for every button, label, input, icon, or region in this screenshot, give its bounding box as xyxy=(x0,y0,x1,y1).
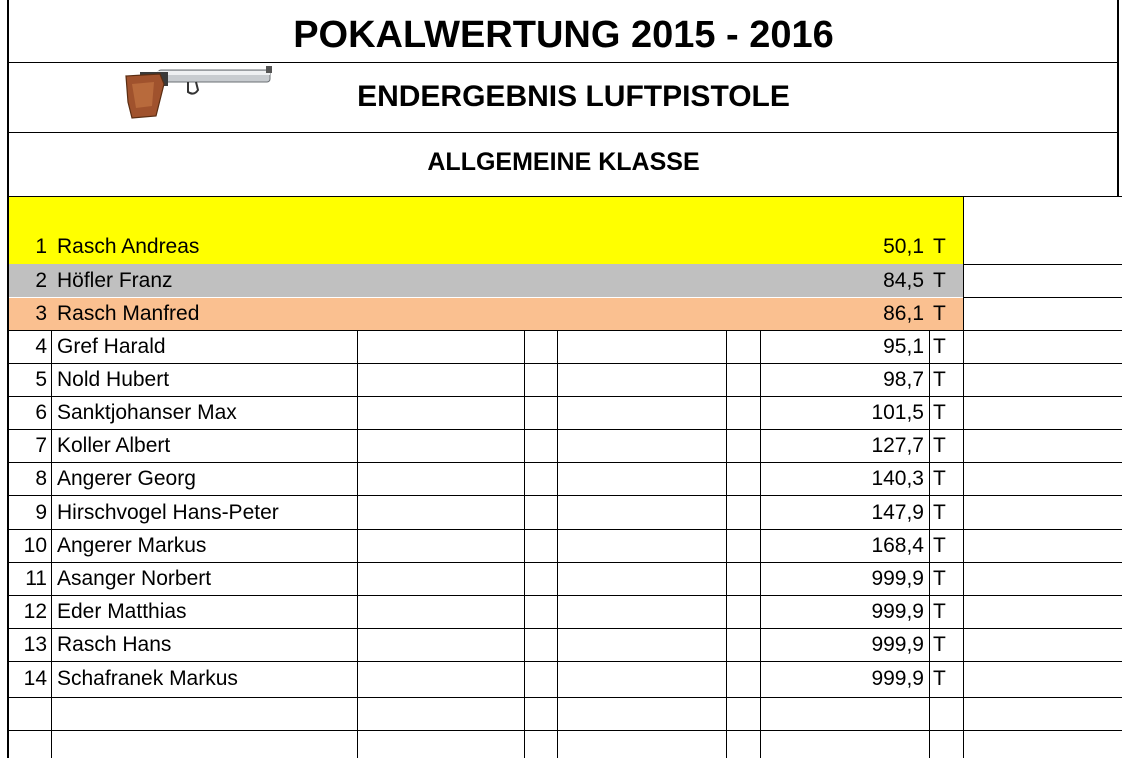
shooter-name: Rasch Andreas xyxy=(57,235,200,258)
result-row xyxy=(0,264,1122,297)
page-title: POKALWERTUNG 2015 - 2016 xyxy=(293,14,834,56)
shooter-name: Koller Albert xyxy=(57,434,171,457)
flag: T xyxy=(933,567,946,590)
shooter-name: Sanktjohanser Max xyxy=(57,401,237,424)
shooter-name: Asanger Norbert xyxy=(57,567,212,590)
rank: 1 xyxy=(35,235,47,258)
shooter-name: Höfler Franz xyxy=(57,269,173,292)
shooter-name: Nold Hubert xyxy=(57,368,170,391)
rank: 9 xyxy=(35,501,47,524)
flag: T xyxy=(933,667,946,690)
result-row xyxy=(0,462,1122,495)
shooter-name: Rasch Hans xyxy=(57,633,172,656)
result-row xyxy=(0,330,1122,363)
result-row xyxy=(0,562,1122,595)
score: 999,9 xyxy=(871,567,924,590)
rank: 13 xyxy=(23,633,47,656)
score: 147,9 xyxy=(871,501,924,524)
shooter-name: Gref Harald xyxy=(57,335,166,358)
flag: T xyxy=(933,633,946,656)
score: 999,9 xyxy=(871,667,924,690)
flag: T xyxy=(933,335,946,358)
rank: 12 xyxy=(23,600,47,623)
flag: T xyxy=(933,235,946,258)
shooter-name: Schafranek Markus xyxy=(57,667,238,690)
shooter-name: Hirschvogel Hans-Peter xyxy=(57,501,279,524)
rank: 6 xyxy=(35,401,47,424)
rank: 8 xyxy=(35,467,47,490)
rank: 3 xyxy=(35,302,47,325)
flag: T xyxy=(933,302,946,325)
class-divider xyxy=(9,196,1122,197)
flag: T xyxy=(933,401,946,424)
result-row xyxy=(0,429,1122,462)
subtitle-divider xyxy=(9,132,1119,133)
class-heading: ALLGEMEINE KLASSE xyxy=(427,148,700,176)
result-row xyxy=(0,496,1122,529)
score: 86,1 xyxy=(883,302,924,325)
rank: 10 xyxy=(23,534,47,557)
score: 127,7 xyxy=(871,434,924,457)
score: 140,3 xyxy=(871,467,924,490)
rank: 7 xyxy=(35,434,47,457)
shooter-name: Eder Matthias xyxy=(57,600,187,623)
result-row xyxy=(0,662,1122,695)
score: 84,5 xyxy=(883,269,924,292)
score: 999,9 xyxy=(871,633,924,656)
score: 168,4 xyxy=(871,534,924,557)
shooter-name: Angerer Georg xyxy=(57,467,196,490)
result-row xyxy=(0,230,1122,263)
flag: T xyxy=(933,534,946,557)
score: 101,5 xyxy=(871,401,924,424)
grid-line xyxy=(9,697,1122,698)
result-row xyxy=(0,297,1122,330)
rank: 5 xyxy=(35,368,47,391)
rank: 14 xyxy=(23,667,47,690)
flag: T xyxy=(933,467,946,490)
score: 98,7 xyxy=(883,368,924,391)
score: 95,1 xyxy=(883,335,924,358)
shooter-name: Rasch Manfred xyxy=(57,302,200,325)
page-subtitle: ENDERGEBNIS LUFTPISTOLE xyxy=(357,80,790,113)
result-row xyxy=(0,396,1122,429)
rank: 4 xyxy=(35,335,47,358)
flag: T xyxy=(933,501,946,524)
flag: T xyxy=(933,269,946,292)
score: 50,1 xyxy=(883,235,924,258)
flag: T xyxy=(933,600,946,623)
grid-line xyxy=(9,730,1122,731)
result-row xyxy=(0,595,1122,628)
rank: 2 xyxy=(35,269,47,292)
result-row xyxy=(0,363,1122,396)
flag: T xyxy=(933,368,946,391)
flag: T xyxy=(933,434,946,457)
air-pistol-icon xyxy=(118,62,278,122)
shooter-name: Angerer Markus xyxy=(57,534,207,557)
score: 999,9 xyxy=(871,600,924,623)
result-row xyxy=(0,628,1122,661)
rank: 11 xyxy=(25,567,47,590)
result-row xyxy=(0,529,1122,562)
